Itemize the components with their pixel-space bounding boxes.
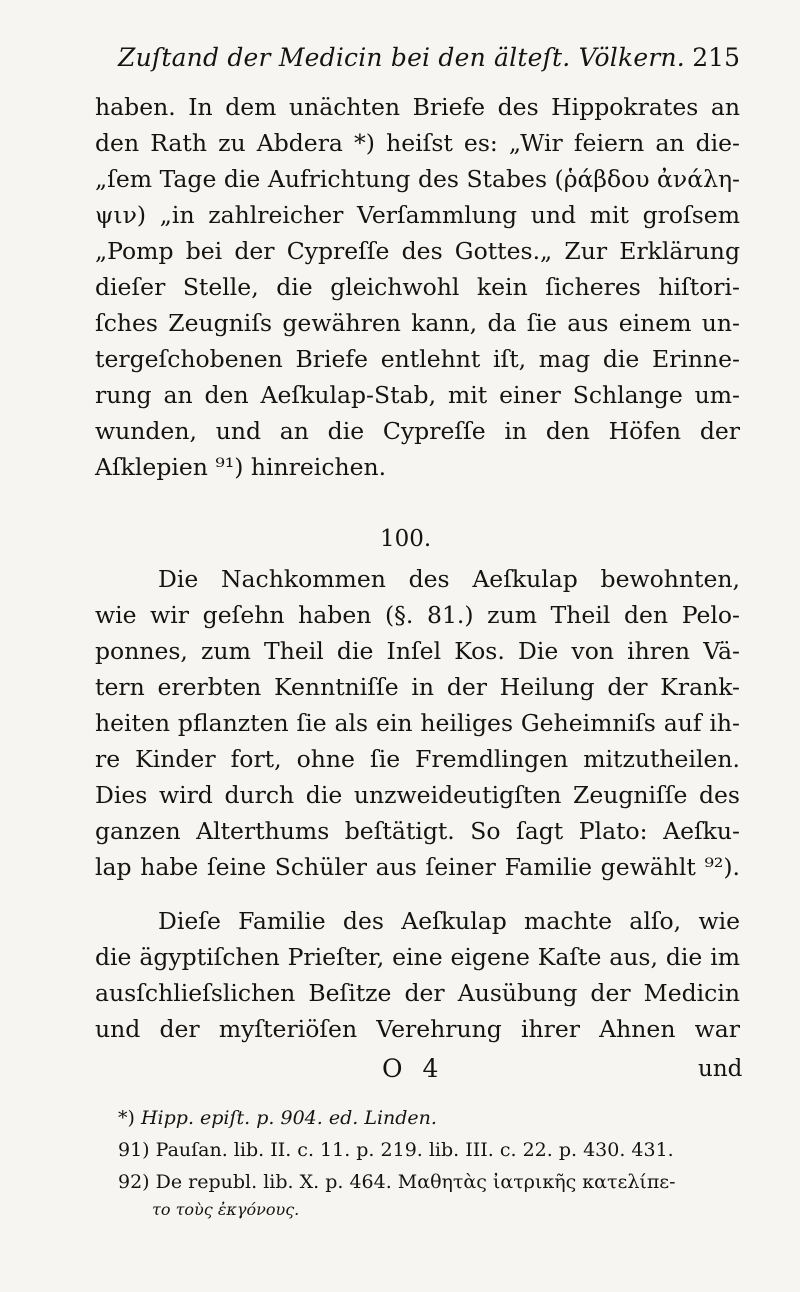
text-line: den Rath zu Abdera *) heiſst es: „Wir feiern an die-: [95, 129, 740, 157]
footnote-marker: 91): [118, 1139, 150, 1161]
text-line: die ägyptiſchen Prieſter, eine eigene Kaſte aus, die im: [95, 943, 740, 971]
signature-mark: O 4: [382, 1054, 445, 1083]
running-header: [118, 38, 740, 78]
text-line: ausſchlieſslichen Beſitze der Ausübung der Medicin: [95, 979, 740, 1007]
text-line: tern ererbten Kenntniſſe in der Heilung der Krank-: [95, 673, 740, 701]
text-line: re Kinder fort, ohne ſie Fremdlingen mitzutheilen.: [95, 745, 740, 773]
footnote-92-continuation: το τοὺς ἐκγόνους.: [152, 1200, 300, 1219]
text-line: Die Nachkommen des Aeſkulap bewohnten,: [158, 565, 740, 593]
footnote-text: Pauſan. lib. II. c. 11. p. 219. lib. III. c. 22. p. 430. 431.: [155, 1139, 674, 1161]
text-line: ponnes, zum Theil die Inſel Kos. Die von ihren Vä-: [95, 637, 740, 665]
text-line: dieſer Stelle, die gleichwohl kein ſicheres hiſtori-: [95, 273, 740, 301]
text-line: heiten pflanzten ſie als ein heiliges Geheimniſs auf ih-: [95, 709, 740, 737]
footnote-92: [118, 1168, 676, 1196]
text-line: und der myſteriöſen Verehrung ihrer Ahnen war: [95, 1015, 740, 1043]
footnote-marker: 92): [118, 1171, 150, 1193]
text-line: „Pomp bei der Cypreſſe des Gottes.„ Zur Erklärung: [95, 237, 740, 265]
text-line: ſches Zeugniſs gewähren kann, da ſie aus einem un-: [95, 309, 740, 337]
footnote-text: Hipp. epiſt. p. 904. ed. Linden.: [140, 1107, 437, 1129]
running-title: Zuſtand der Medicin bei den älteſt. Völkern.: [118, 43, 685, 72]
footnote-91: [118, 1136, 674, 1164]
catchword: und: [698, 1056, 743, 1082]
section-number: 100.: [380, 526, 432, 552]
page-number: 215: [692, 43, 740, 72]
text-line: wie wir geſehn haben (§. 81.) zum Theil den Pelo-: [95, 601, 740, 629]
text-line: lap habe ſeine Schüler aus ſeiner Familie gewählt ⁹²).: [95, 853, 740, 881]
text-line: ganzen Alterthums beſtätigt. So ſagt Plato: Aeſku-: [95, 817, 740, 845]
text-line: rung an den Aeſkulap-Stab, mit einer Schlange um-: [95, 381, 740, 409]
text-line: Dieſe Familie des Aeſkulap machte alſo, wie: [158, 907, 740, 935]
text-line: Aſklepien ⁹¹) hinreichen.: [95, 453, 387, 481]
text-line: Dies wird durch die unzweideutigſten Zeugniſſe des: [95, 781, 740, 809]
footnote-marker: *): [118, 1107, 135, 1129]
text-line: haben. In dem unächten Briefe des Hippokrates an: [95, 93, 740, 121]
text-line: tergeſchobenen Briefe entlehnt iſt, mag die Erinne-: [95, 345, 740, 373]
footnote-star: [118, 1104, 437, 1132]
footnote-text: De republ. lib. X. p. 464. Μαθητὰς ἰατρικῆς κατελίπε-: [155, 1171, 676, 1193]
text-line: wunden, und an die Cypreſſe in den Höfen der: [95, 417, 740, 445]
text-line: „ſem Tage die Aufrichtung des Stabes (ῥάβδου ἀνάλη-: [95, 165, 740, 193]
text-line: ψιν) „in zahlreicher Verſammlung und mit groſsem: [95, 201, 740, 229]
